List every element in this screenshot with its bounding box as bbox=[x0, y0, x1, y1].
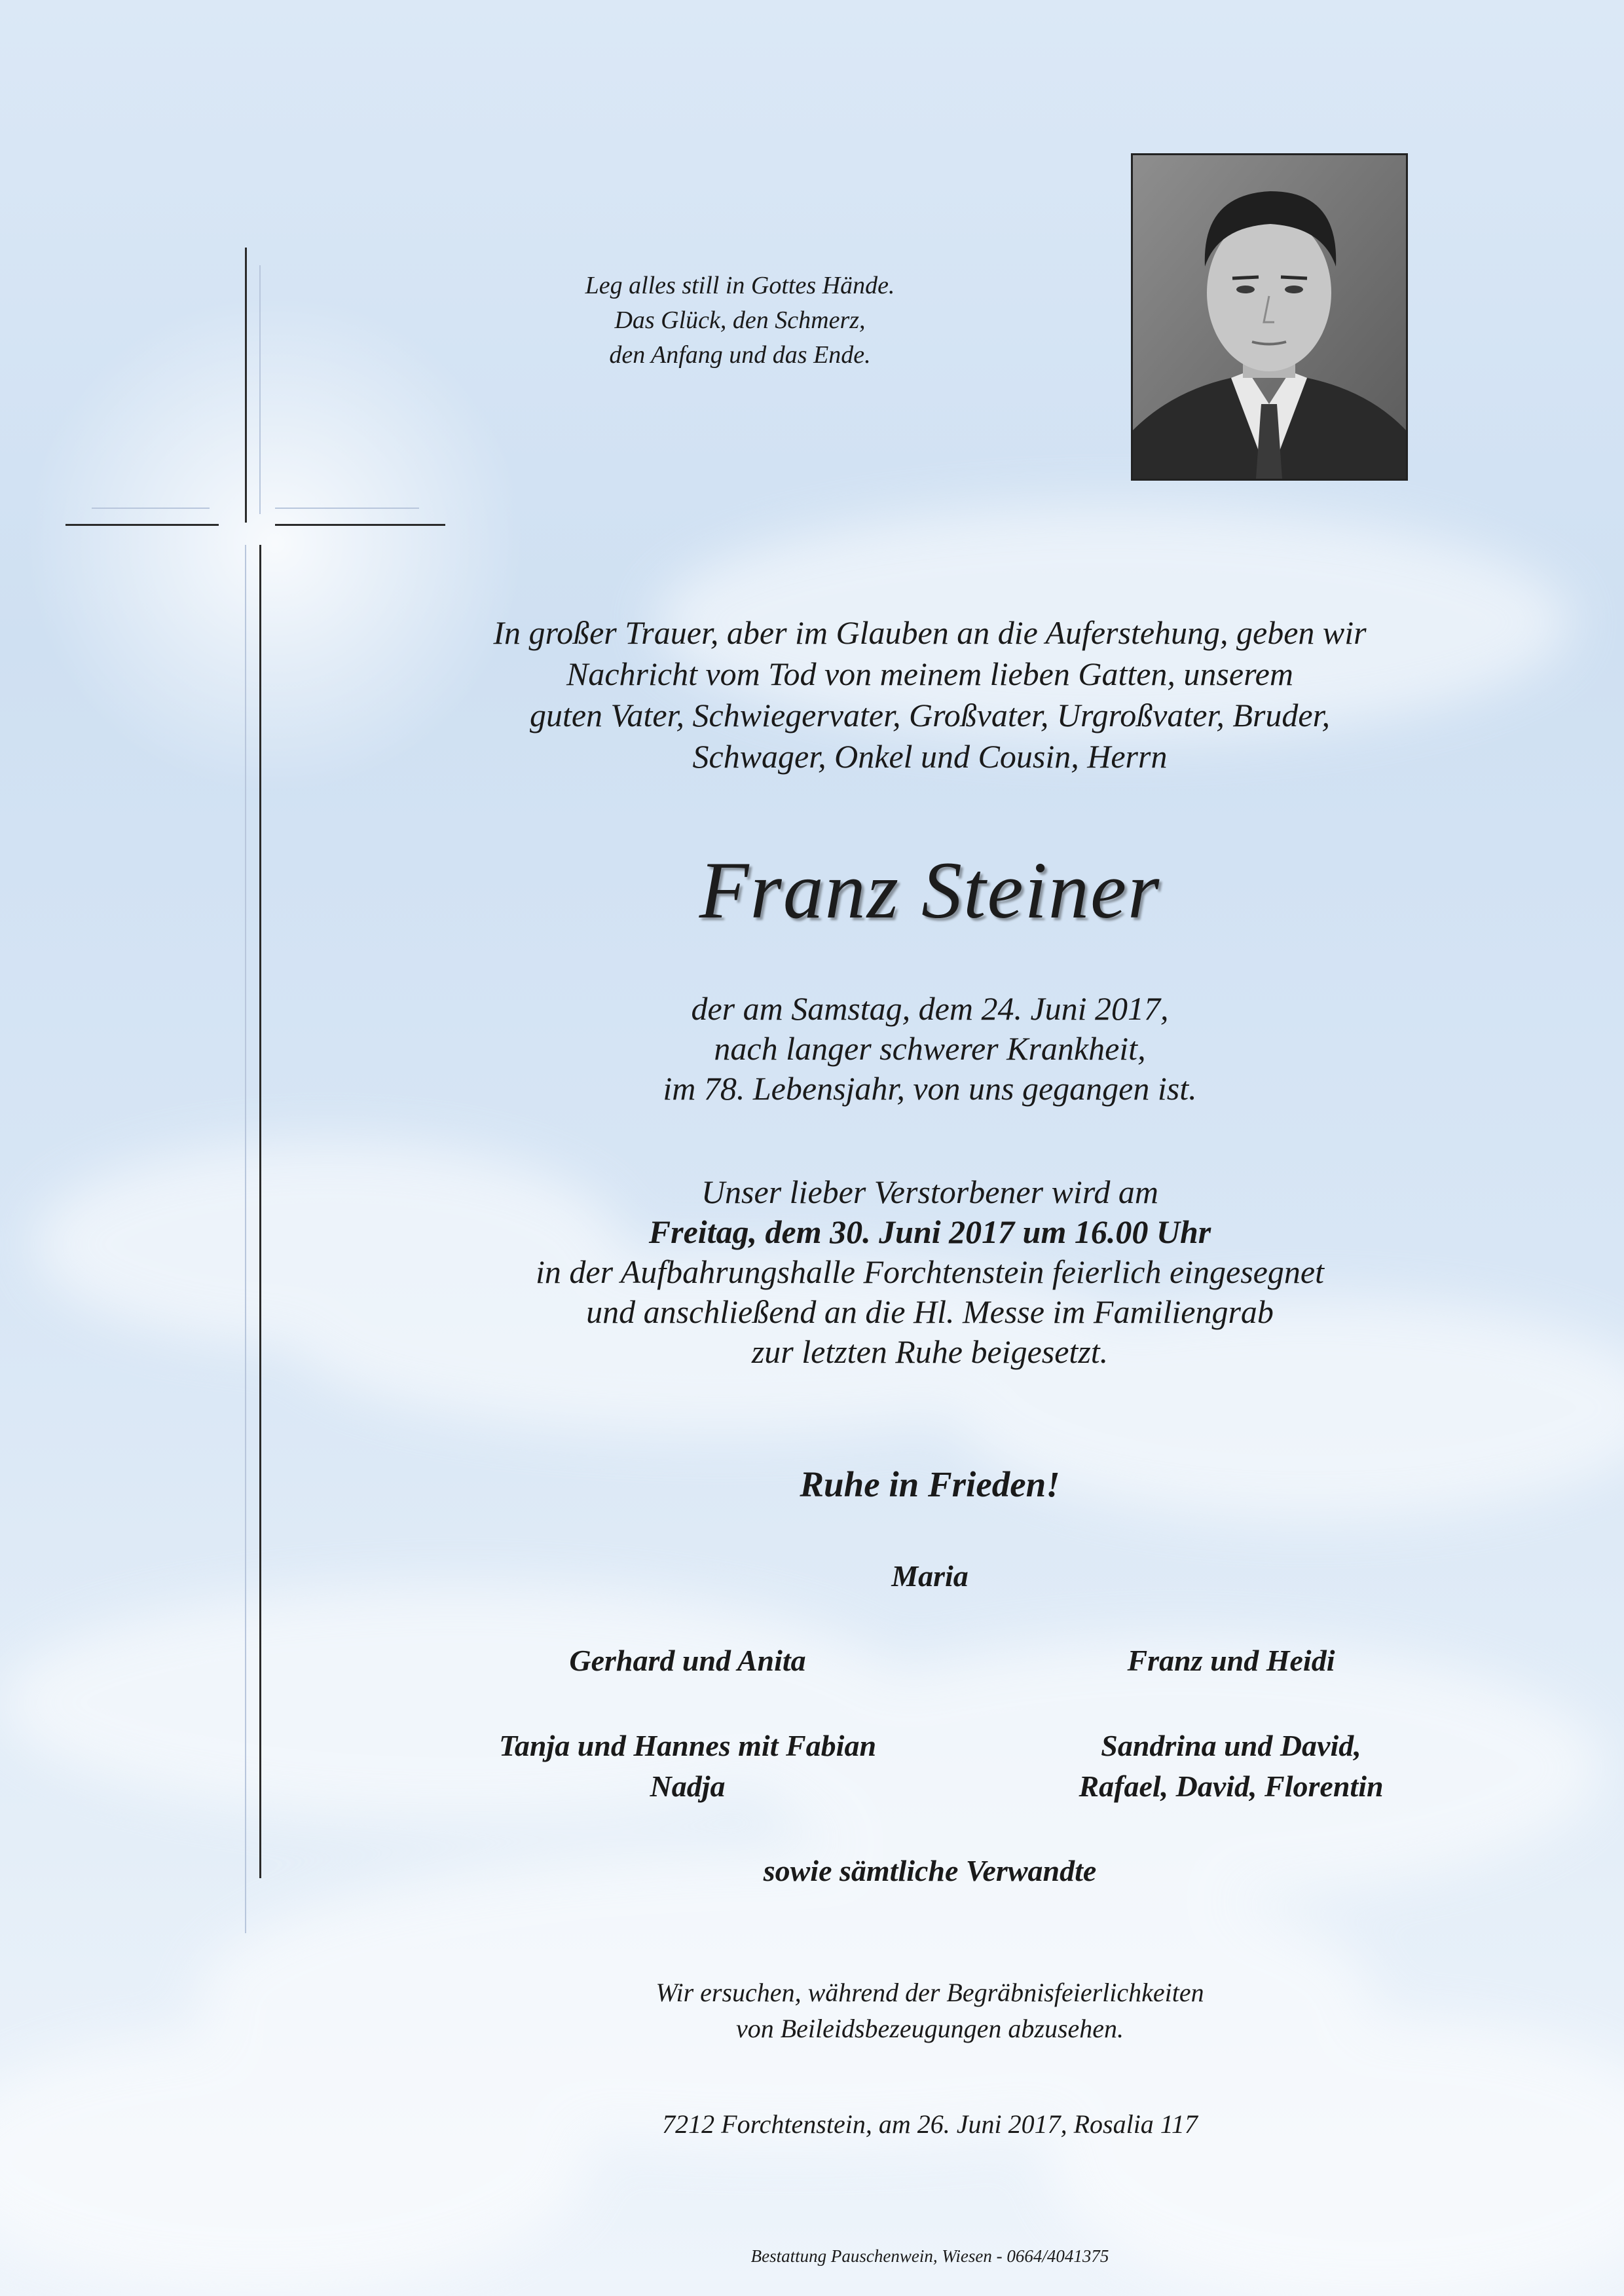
intro-line: Schwager, Onkel und Cousin, Herrn bbox=[692, 738, 1168, 775]
mourner-right-1: Franz und Heidi bbox=[1127, 1644, 1335, 1677]
burial-date: Freitag, dem 30. Juni 2017 um 16.00 Uhr bbox=[648, 1213, 1211, 1250]
burial-line: zur letzten Ruhe beigesetzt. bbox=[751, 1333, 1109, 1370]
mourner-right-2 bbox=[1002, 1726, 1460, 1807]
intro-line: guten Vater, Schwiegervater, Großvater, Urgroßvater, Bruder, bbox=[529, 697, 1331, 733]
cross-vertical-lower-shadow bbox=[245, 545, 246, 1933]
quote-line: Das Glück, den Schmerz, bbox=[614, 306, 866, 334]
intro-line: In großer Trauer, aber im Glauben an die Auferstehung, geben wir bbox=[493, 614, 1367, 651]
mourner-spouse: Maria bbox=[891, 1559, 969, 1593]
cross-horizontal-right-shadow bbox=[275, 508, 419, 509]
mourner-line: Nadja bbox=[650, 1769, 726, 1803]
death-line: der am Samstag, dem 24. Juni 2017, bbox=[691, 990, 1169, 1027]
mourner-left-2 bbox=[458, 1726, 917, 1807]
burial-details bbox=[419, 1172, 1441, 1372]
mourner-line: Rafael, David, Florentin bbox=[1079, 1769, 1384, 1803]
quote-line: den Anfang und das Ende. bbox=[609, 341, 871, 369]
intro-line: Nachricht vom Tod von meinem lieben Gatten, unserem bbox=[566, 656, 1293, 692]
request-line: Wir ersuchen, während der Begräbnisfeierlichkeiten bbox=[655, 1978, 1204, 2007]
memorial-quote bbox=[445, 268, 1035, 373]
burial-line: Unser lieber Verstorbener wird am bbox=[701, 1174, 1159, 1210]
quote-line: Leg alles still in Gottes Hände. bbox=[585, 272, 895, 299]
undertaker-info: Bestattung Pauschenwein, Wiesen - 0664/4041375 bbox=[750, 2246, 1109, 2266]
cross-vertical-upper-shadow bbox=[259, 265, 261, 514]
deceased-name: Franz Steiner bbox=[699, 845, 1161, 935]
burial-line: und anschließend an die Hl. Messe im Familiengrab bbox=[586, 1293, 1274, 1330]
burial-line: in der Aufbahrungshalle Forchtenstein feierlich eingesegnet bbox=[536, 1253, 1324, 1290]
mourner-left-1: Gerhard und Anita bbox=[569, 1644, 806, 1677]
cross-vertical-upper bbox=[245, 248, 247, 523]
portrait-icon bbox=[1133, 155, 1406, 479]
mourner-line: Sandrina und David, bbox=[1101, 1729, 1361, 1762]
mourner-line: Tanja und Hannes mit Fabian bbox=[498, 1729, 877, 1762]
place-and-date: 7212 Forchtenstein, am 26. Juni 2017, Rosalia 117 bbox=[662, 2109, 1198, 2139]
condolence-request bbox=[419, 1974, 1441, 2046]
cross-horizontal-left bbox=[65, 524, 219, 526]
cross-horizontal-left-shadow bbox=[92, 508, 210, 509]
cross-vertical-lower bbox=[259, 545, 261, 1878]
request-line: von Beileidsbezeugungen abzusehen. bbox=[735, 2014, 1124, 2043]
announcement-intro bbox=[419, 612, 1441, 777]
cross-horizontal-right bbox=[275, 524, 445, 526]
portrait-photo bbox=[1131, 153, 1408, 481]
rest-in-peace: Ruhe in Frieden! bbox=[800, 1464, 1060, 1504]
death-line: im 78. Lebensjahr, von uns gegangen ist. bbox=[663, 1070, 1197, 1107]
death-details bbox=[419, 989, 1441, 1109]
death-line: nach langer schwerer Krankheit, bbox=[714, 1030, 1146, 1067]
mourner-relatives: sowie sämtliche Verwandte bbox=[763, 1854, 1097, 1887]
